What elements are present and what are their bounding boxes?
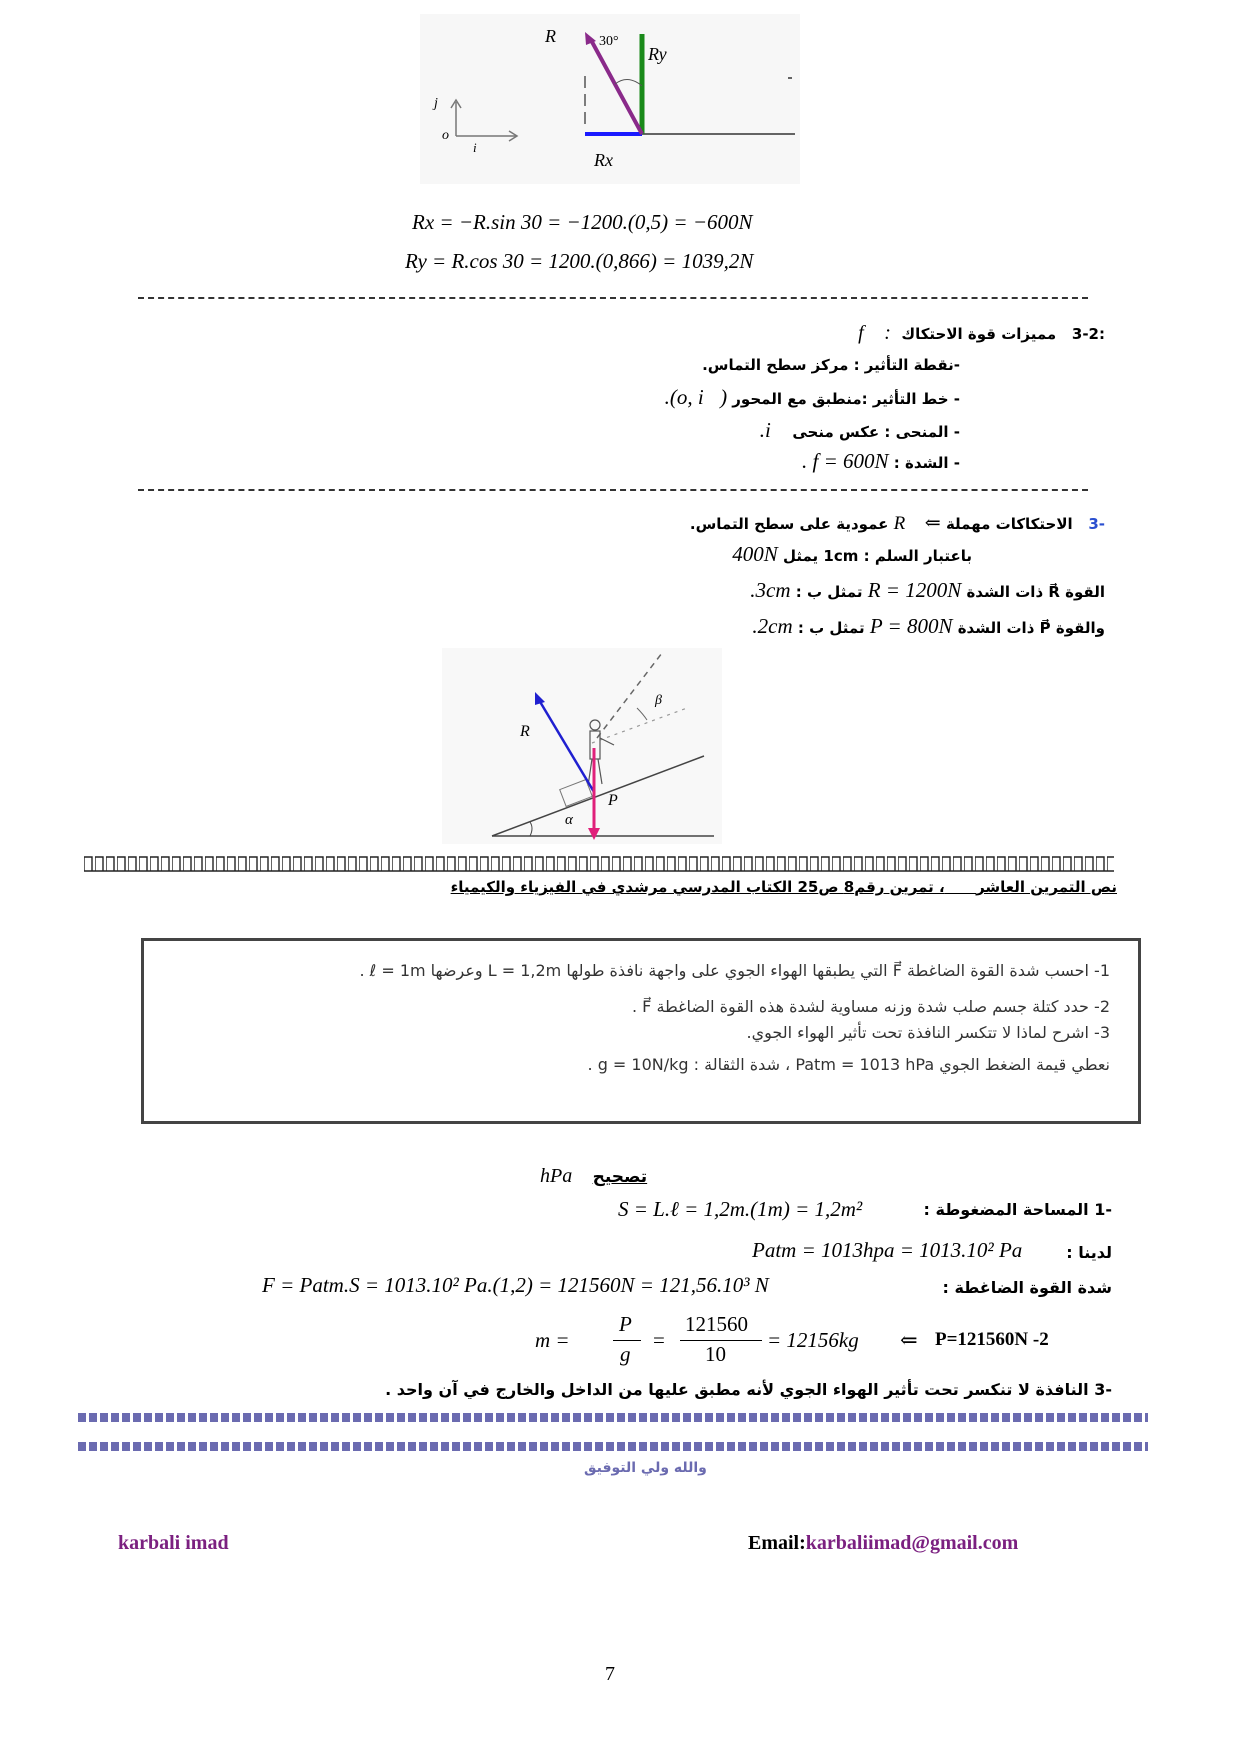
scale-line: باعتبار السلم : 1cm يمثل 400N — [732, 542, 972, 566]
solution-area: S = L.ℓ = 1,2m.(1m) = 1,2m² — [618, 1197, 863, 1221]
separator — [138, 489, 1088, 491]
fig1-label-Ry: Ry — [648, 44, 667, 64]
section-number: 3-2: — [1071, 325, 1105, 343]
fig2-label-beta: β — [655, 693, 662, 708]
solution-mass: m = P g = 121560 10 = 12156kg ⇐ P=121560N -2 — [535, 1312, 1049, 1366]
fig1-label-angle: 30° — [599, 34, 619, 49]
equation-ry: Ry = R.cos 30 = 1200.(0,866) = 1039,2N — [405, 249, 754, 273]
friction-line: - خط التأثير :منطبق مع المحور .(o, i⃗) — [664, 385, 960, 409]
email-link[interactable]: karbaliimad@gmail.com — [805, 1532, 1019, 1554]
decorative-border — [78, 1442, 1148, 1451]
fig2-label-R: R⃗ — [520, 723, 543, 740]
decorative-border — [78, 1413, 1148, 1422]
fig1-label-i: i⃗ — [473, 140, 487, 155]
given-data: نعطي قيمة الضغط الجوي Patm = 1013 hPa ، شدة الثقالة : g = 10N/kg . — [587, 1055, 1110, 1074]
footer-author: karbali imad — [118, 1532, 229, 1554]
fig1-label-Rx: Rx — [594, 150, 613, 170]
page-number: 7 — [605, 1663, 615, 1685]
solution-label-3: شدة القوة الضاغطة : — [942, 1278, 1112, 1297]
solution-patm: Patm = 1013hpa = 1013.10² Pa — [752, 1238, 1023, 1262]
solution-title: hPa تصحيح — [540, 1165, 648, 1187]
question-3: 3- اشرح لماذا لا تتكسر النافذة تحت تأثير الهواء الجوي. — [746, 1023, 1110, 1042]
equation-rx: Rx = −R.sin 30 = −1200.(0,5) = −600N — [412, 210, 753, 234]
force-P-line: والقوة P⃗ ذات الشدة P = 800N تمثل ب : .2cm — [752, 614, 1105, 638]
figure-skier-incline — [442, 648, 722, 844]
force-R-line: القوة R⃗ ذات الشدة R = 1200N تمثل ب : .3cm — [750, 578, 1105, 602]
footer-email: Email:karbaliimad@gmail.com — [748, 1532, 1019, 1554]
fig2-label-alpha: α — [565, 812, 573, 828]
solution-explanation: -3 النافذة لا تنكسر تحت تأثير الهواء الجوي لأنه مطبق عليها من الداخل والخارج في آن واحد . — [385, 1380, 1112, 1399]
solution-label-2: لدينا : — [1066, 1243, 1112, 1262]
solution-label-1: -1 المساحة المضغوطة : — [923, 1200, 1112, 1219]
decorative-border — [84, 854, 1114, 872]
separator — [138, 297, 1088, 299]
exercise-heading: نص التمرين العاشر ، تمرين رقم8 ص25 الكتاب المدرسي مرشدي في الفيزياء والكيمياء — [450, 878, 1117, 896]
fig1-label-R: R⃗ — [545, 26, 570, 46]
fig2-label-P: P⃗ — [608, 792, 631, 809]
friction-magnitude: - الشدة : . f = 600N — [802, 449, 960, 473]
section-3-2-title: 3-2: مميزات قوة الاحتكاك f⃗ : — [858, 322, 1105, 344]
fig1-label-o: o — [442, 128, 449, 143]
question-2: 2- حدد كتلة جسم صلب شدة وزنه مساوية لشدة هذه القوة الضاغطة F⃗ . — [631, 997, 1110, 1016]
fig1-label-j: j⃗ — [434, 96, 449, 111]
friction-direction: - المنحى : عكس منحى .i⃗ — [759, 418, 960, 442]
section-3-line1: 3- الاحتكاكات مهملة ⇐ R⃗ عمودية على سطح التماس. — [689, 513, 1105, 534]
problem-box — [141, 938, 1141, 1124]
question-1: 1- احسب شدة القوة الضاغطة F⃗ التي يطبقها الهواء الجوي على واجهة نافذة طولها L = 1,2m وعرضها ℓ = 1m . — [359, 961, 1110, 980]
solution-force: F = Patm.S = 1013.10² Pa.(1,2) = 121560N = 121,56.10³ N — [262, 1273, 769, 1297]
closing-phrase: والله ولي التوفيق — [584, 1460, 707, 1476]
friction-point: -نقطة التأثير : مركز سطح التماس. — [702, 356, 960, 374]
